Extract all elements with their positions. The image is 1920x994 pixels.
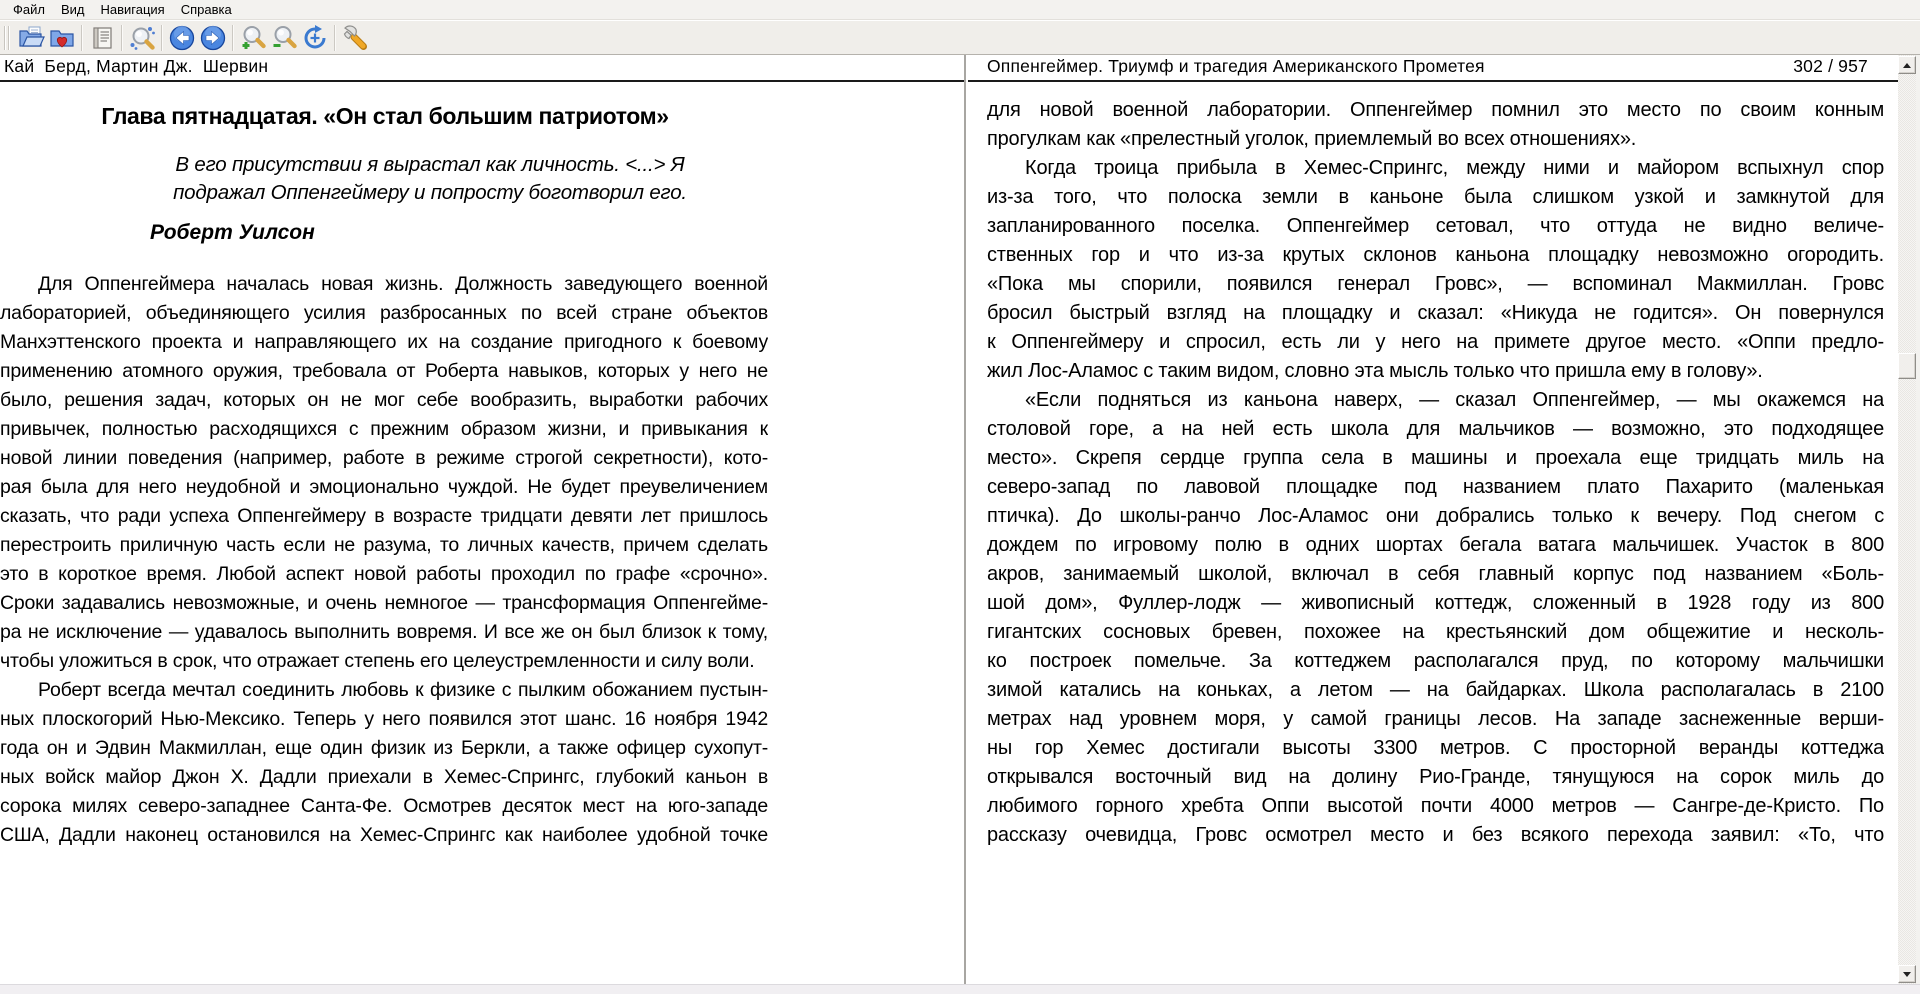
text-line: Роберт всегда мечтал соединить любовь к физике с пылким обожанием пустын- [38,679,768,701]
scroll-down-button[interactable] [1898,965,1916,983]
right-page-body [987,96,1884,850]
text-line: перестроить приличную часть если не разума, то личных качеств, причем сделать [0,534,768,556]
epigraph-author: Роберт Уилсон [150,221,315,244]
toolbar-separator [334,25,335,51]
text-line: ственных гор и что из-за крутых склонов каньона площадку невозможно огородить. [987,244,1884,266]
zoom-reset-icon [301,24,329,52]
text-line: сорока милях северо-западнее Санта-Фе. Осмотрев десяток мест на юго-западе [0,795,768,817]
text-line: применению атомного оружия, требовала от Роберта навыков, которых у него не [0,360,768,382]
zoom-in-icon [239,24,267,52]
left-page-body [0,270,768,850]
zoom-in-button[interactable] [237,23,268,53]
text-line: запланированного поселка. Оппенгеймер сетовал, что оттуда не видно величе- [987,215,1884,237]
bottom-window-strip [0,984,1920,994]
up-arrow-icon [1903,63,1911,68]
text-line: привычек, полностью расходящихся с прежним образом жизни, и привыкания к [0,418,768,440]
down-arrow-icon [1903,972,1911,977]
book-contents-icon [88,24,116,52]
text-line: зимой катались на коньках, а летом — на байдарках. Школа располагалась в 2100 [987,679,1884,701]
text-line: рассказу очевидца, Гровс осмотрел место и без всякого перехода заявил: «То, что [987,824,1884,846]
epigraph-line: В его присутствии я вырастал как личность. <...> Я [175,153,685,176]
book-title-header: Оппенгеймер. Триумф и трагедия Американского Прометея [987,56,1485,76]
zoom-out-button[interactable] [268,23,299,53]
text-line: прогулкам как «прелестный уголок, приемлемый во всех отношениях». [987,128,1637,150]
text-line: гигантских сосновых бревен, похожее на крестьянский дом общежитие и несколь- [987,621,1884,643]
zoom-reset-button[interactable] [299,23,330,53]
text-line: жил Лос-Аламос с таким видом, словно эта мысль только что пришла ему в голову». [987,360,1763,382]
menu-item[interactable]: Навигация [100,1,165,17]
text-line: место». Скрепя сердце группа села в машины и проехала еще тридцать миль на [987,447,1884,469]
text-line: любимого горного хребта Оппи высотой почти 4000 метров — Сангре-де-Кристо. По [987,795,1884,817]
favorites-folder-icon [48,24,76,52]
scrollbar-thumb[interactable] [1898,353,1916,379]
text-line: чтобы уложиться в срок, что отражает степень его целеустремленности и силу воли. [0,650,755,672]
text-line: сказать, что ради успеха Оппенгеймеру в возрасте тридцати девяти лет пришлось [0,505,768,527]
toolbar-separator [81,25,82,51]
search-button[interactable] [126,23,157,53]
text-line: ных плоскогорий Нью-Мексико. Теперь у него появился этот шанс. 16 ноября 1942 [0,708,768,730]
page-indicator: 302 / 957 [1793,56,1868,76]
contents-button[interactable] [86,23,117,53]
left-page-header [0,55,964,82]
forward-arrow-icon [199,24,227,52]
toolbar-separator [161,25,162,51]
menubar [0,0,1920,20]
text-line: Манхэттенского проекта и направляющего их на создание пригодного к боевому [0,331,768,353]
back-arrow-icon [168,24,196,52]
text-line: США, Дадли наконец остановился на Хемес-Спрингс как наиболее удобной точке [0,824,768,846]
text-line: открывался восточный вид на долину Рио-Гранде, тянущуюся на сорок миль до [987,766,1884,788]
text-line: года он и Эдвин Макмиллан, еще один физик из Беркли, а также офицер сухопут- [0,737,768,759]
search-icon [128,24,156,52]
text-line: бросил быстрый взгляд на площадку и сказал: «Никуда не годится». Он повернулся [987,302,1884,324]
left-page-author-header: Кай Берд, Мартин Дж. Шервин [4,56,269,76]
zoom-out-icon [270,24,298,52]
toolbar [0,21,1920,55]
text-line: Сроки задавались невозможные, и очень немногое — трансформация Оппенгейме- [0,592,768,614]
right-page-header [968,55,1898,82]
menu-item[interactable]: Файл [13,1,45,17]
text-line: метрах над уровнем моря, у самой границы лесов. На западе заснеженные верши- [987,708,1884,730]
text-line: рая была для него неудобной и эмоционально чуждой. Не будет преувеличением [0,476,768,498]
text-line: было, решения задач, которых он не мог себе вообразить, выработки рабочих [0,389,768,411]
text-line: ны гор Хемес достигали высоты 3300 метров. С просторной веранды коттеджа [987,737,1884,759]
text-line: новой линии поведения (например, работе в режиме строгой секретности), кото- [0,447,768,469]
text-line: дождем по игровому полю в одних шортах бегала ватага мальчишек. Участок в 800 [987,534,1884,556]
window-right-edge [1916,55,1920,984]
text-line: шой дом», Фуллер-лодж — живописный коттедж, сложенный в 1928 году из 800 [987,592,1884,614]
favorites-button[interactable] [46,23,77,53]
open-folder-icon [17,24,45,52]
text-line: это в короткое время. Любой аспект новой работы проходил по графе «срочно». [0,563,768,585]
right-page-pane [968,55,1898,984]
chapter-title: Глава пятнадцатая. «Он стал большим патриотом» [101,103,669,129]
text-line: птичка). До школы-ранчо Лос-Аламос они добрались только к вечеру. Под снегом с [987,505,1884,527]
text-line: северо-запад по лавовой площадке под названием плато Пахарито (маленькая [987,476,1884,498]
text-line: ко построек помельче. За коттеджем располагался пруд, по которому мальчишки [987,650,1884,672]
text-line: Когда троица прибыла в Хемес-Спрингс, между ними и майором вспыхнул спор [1025,157,1884,179]
forward-button[interactable] [197,23,228,53]
menu-item[interactable]: Справка [180,1,232,17]
epigraph-line: подражал Оппенгеймеру и попросту боготворил его. [173,180,687,204]
toolbar-gripper[interactable] [4,26,11,50]
text-line: ных войск майор Джон Х. Дадли приехали в Хемес-Спрингс, глубокий каньон в [0,766,768,788]
vertical-scrollbar[interactable] [1898,55,1916,984]
text-line: лабораторией, объединяющего усилия разбросанных по всей стране объектов [0,302,768,324]
toolbar-separator [121,25,122,51]
text-line: Для Оппенгеймера началась новая жизнь. Должность заведующего военной [38,273,768,295]
text-line: столовой горе, а на ней есть школа для мальчиков — возможно, это подходящее [987,418,1884,440]
wrench-icon [341,24,369,52]
text-line: акров, занимаемый школой, включал в себя главный корпус под названием «Боль- [987,563,1884,585]
text-line: «Если подняться из каньона наверх, — сказал Оппенгеймер, — мы окажемся на [1025,389,1884,411]
menu-item[interactable]: Вид [60,1,85,17]
text-line: для новой военной лаборатории. Оппенгеймер помнил это место по своим конным [987,99,1884,121]
text-line: из-за того, что полоска земли в каньоне была слишком узкой и замкнутой для [987,186,1884,208]
open-button[interactable] [15,23,46,53]
epigraph [0,151,860,206]
text-line: к Оппенгеймеру и спросил, есть ли у него на примете другое место. «Оппи предло- [987,331,1884,353]
left-page-pane [0,55,966,984]
text-line: ра не исключение — удавалось выполнить вовремя. И все же он был близок к тому, [0,621,768,643]
back-button[interactable] [166,23,197,53]
toolbar-separator [232,25,233,51]
text-line: «Пока мы спорили, появился генерал Гровс», — вспоминал Макмиллан. Гровс [987,273,1884,295]
scroll-up-button[interactable] [1898,56,1916,74]
settings-button[interactable] [339,23,370,53]
